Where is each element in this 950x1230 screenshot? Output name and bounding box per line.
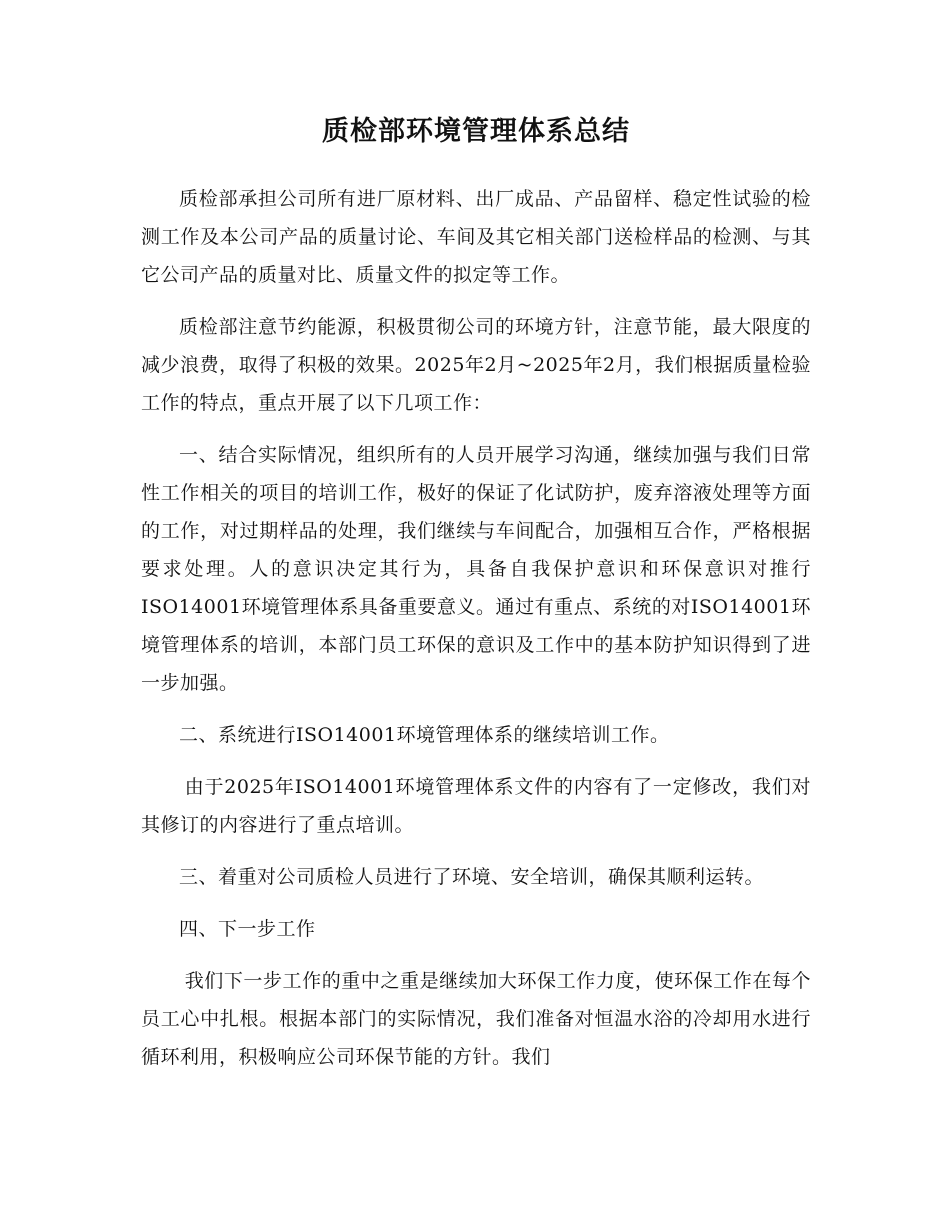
paragraph-intro: 质检部承担公司所有进厂原材料、出厂成品、产品留样、稳定性试验的检测工作及本公司产品的质量讨论、车间及其它相关部门送检样品的检测、与其它公司产品的质量对比、质量文件的拟定等工作。: [141, 188, 811, 286]
paragraph-item-four: 四、下一步工作: [179, 918, 316, 940]
document-page: [141, 108, 811, 1090]
paragraph-item-one: 一、结合实际情况，组织所有的人员开展学习沟通，继续加强与我们日常性工作相关的项目的培训工作，极好的保证了化试防护，废弃溶液处理等方面的工作，对过期样品的处理，我们继续与车间配合，加强相互合作，严格根据要求处理。人的意识决定其行为，具备自我保护意识和环保意识对推行ISO14001环境管理体系具备重要意义。通过有重点、系统的对ISO14001环境管理体系的培训，本部门员工环保的意识及工作中的基本防护知识得到了进一步加强。: [141, 444, 811, 694]
paragraph-item-two-detail: 由于2025年ISO14001环境管理体系文件的内容有了一定修改，我们对其修订的内容进行了重点培训。: [141, 776, 811, 836]
paragraph-item-three: 三、着重对公司质检人员进行了环境、安全培训，确保其顺利运转。: [179, 866, 765, 888]
paragraph-next-steps: 我们下一步工作的重中之重是继续加大环保工作力度，使环保工作在每个员工心中扎根。根据本部门的实际情况，我们准备对恒温水浴的冷却用水进行循环利用，积极响应公司环保节能的方针。我们: [141, 970, 811, 1068]
paragraph-energy-saving: 质检部注意节约能源，积极贯彻公司的环境方针，注意节能，最大限度的减少浪费，取得了积极的效果。2025年2月~2025年2月，我们根据质量检验工作的特点，重点开展了以下几项工作：: [141, 316, 811, 414]
document-title: 质检部环境管理体系总结: [322, 116, 630, 147]
paragraph-item-two: 二、系统进行ISO14001环境管理体系的继续培训工作。: [179, 724, 670, 746]
